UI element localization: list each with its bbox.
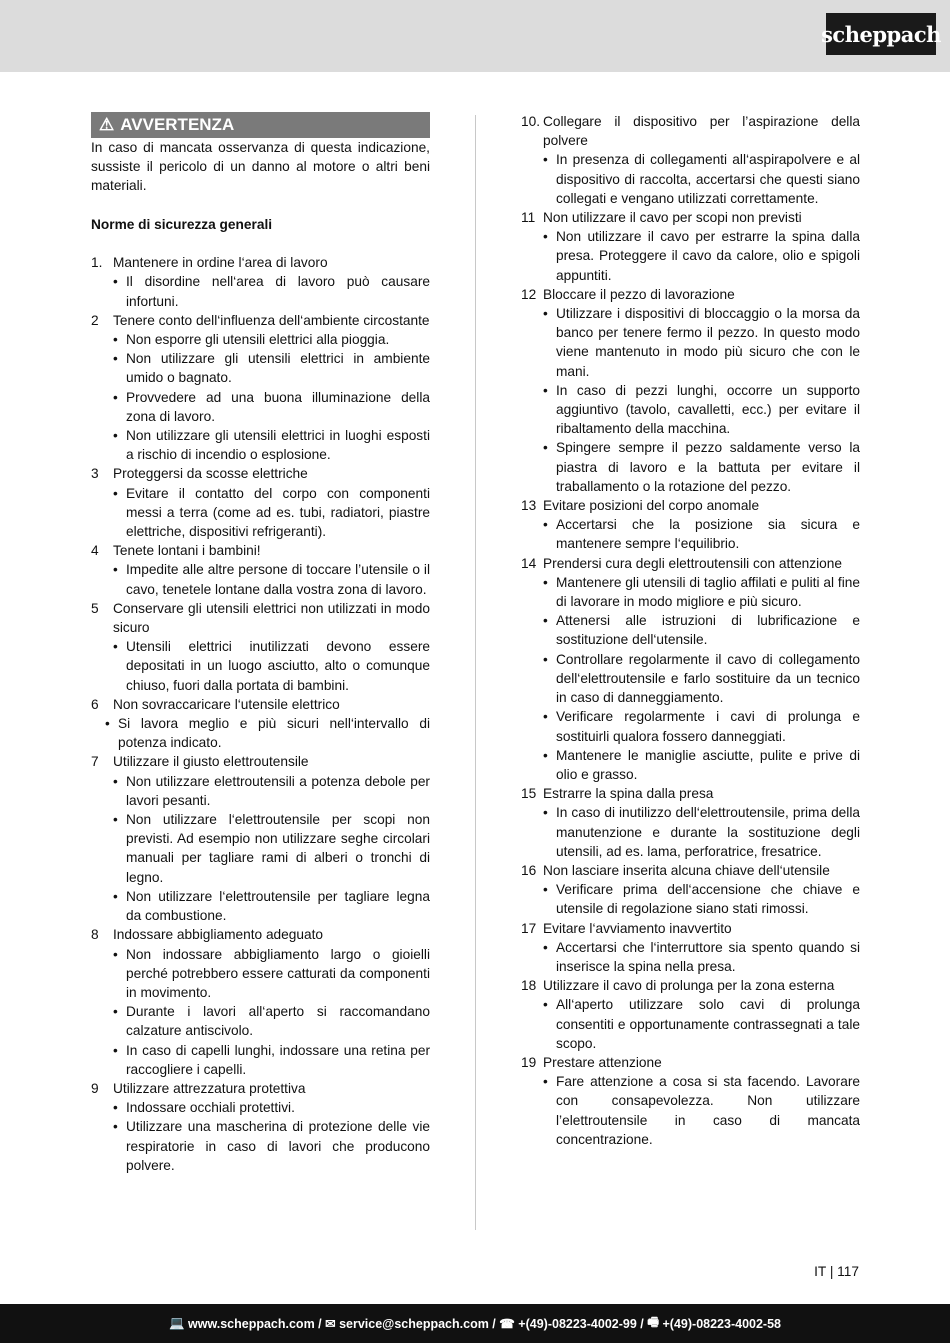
phone-icon: ☎ — [499, 1317, 519, 1331]
bullet-dot: • — [113, 773, 118, 789]
rule-number: 2 — [91, 312, 99, 328]
bullet-text: Durante i lavori all‘aperto si raccomandano calzature antiscivolo. — [126, 1004, 430, 1039]
rule-number: 10. — [521, 114, 541, 129]
rule-bullet — [91, 560, 430, 598]
bullet-dot: • — [543, 382, 548, 398]
right-column — [521, 112, 860, 1149]
rule-bullet — [521, 746, 860, 784]
rule-item — [521, 554, 860, 573]
rule-number: 4 — [91, 543, 99, 559]
rule-bullet — [91, 349, 430, 387]
bullet-dot: • — [543, 613, 548, 629]
scheppach-logo: scheppach — [826, 13, 936, 55]
bullet-text: Non utilizzare elettroutensili a potenza debole per lavori pesanti. — [126, 773, 430, 808]
rule-title: Proteggersi da scosse elettriche — [113, 466, 308, 482]
page-number-value: 117 — [837, 1264, 859, 1279]
bullet-text: Il disordine nell‘area di lavoro può causare infortuni. — [126, 274, 430, 309]
left-rules-list — [91, 253, 430, 1175]
bullet-dot: • — [113, 1042, 118, 1058]
rule-item — [91, 1079, 430, 1098]
bullet-text: Non utilizzare gli utensili elettrici in luoghi esposti a rischio di incendio o esplosione. — [126, 428, 430, 463]
bullet-dot: • — [113, 888, 118, 904]
rule-number: 5 — [91, 600, 99, 616]
bullet-text: Si lavora meglio e più sicuri nell‘intervallo di potenza indicato. — [118, 716, 430, 751]
rule-number: 12 — [521, 286, 537, 302]
right-rules-list — [521, 112, 860, 1149]
bullet-text: Spingere sempre il pezzo saldamente verso la piastra di lavoro e la battuta per evitare il traballamento o la rotazione del pezzo. — [556, 440, 860, 494]
rule-bullet — [91, 810, 430, 887]
rule-number: 11 — [521, 210, 536, 226]
rule-bullet — [521, 573, 860, 611]
bullet-text: Non esporre gli utensili elettrici alla pioggia. — [126, 332, 390, 347]
email-link[interactable]: service@scheppach.com — [339, 1316, 489, 1331]
rule-title: Evitare posizioni del corpo anomale — [543, 498, 760, 514]
rule-bullet — [521, 803, 860, 861]
rule-bullet — [521, 611, 860, 649]
rule-item — [91, 253, 430, 272]
rule-bullet — [91, 388, 430, 426]
rule-title: Tenere conto dell‘influenza dell‘ambiente circostante — [113, 312, 430, 328]
rule-bullet — [91, 887, 430, 925]
rule-title: Non utilizzare il cavo per scopi non previsti — [543, 210, 802, 226]
rule-number: 8 — [91, 927, 99, 943]
rule-item — [521, 112, 860, 150]
bullet-text: Utilizzare i dispositivi di bloccaggio o la morsa da banco per tenere fermo il pezzo. In questo modo viene mantenuto in modo più sicuro che con le mani. — [556, 306, 860, 379]
rule-item — [521, 285, 860, 304]
bullet-text: Evitare il contatto del corpo con componenti messi a terra (come ad es. tubi, radiatori, piastre elettriche, dispositivi refrigeranti). — [126, 485, 430, 540]
rule-bullet — [91, 330, 430, 349]
rule-title: Non sovraccaricare l‘utensile elettrico — [113, 696, 340, 712]
contact-bar: 💻 www.scheppach.com / ✉ service@scheppach.com / ☎ +(49)-08223-4002-99 / 🖷 +(49)-08223-4002-58 — [0, 1304, 950, 1343]
bullet-dot: • — [113, 1100, 118, 1116]
rule-bullet — [521, 880, 860, 918]
rule-item — [521, 1053, 860, 1072]
rule-title: Mantenere in ordine l‘area di lavoro — [113, 255, 328, 271]
bullet-dot: • — [543, 440, 548, 456]
rule-number: 15 — [521, 786, 537, 802]
bullet-dot: • — [543, 574, 548, 590]
rule-item — [91, 695, 430, 714]
rule-item — [91, 541, 430, 560]
rule-number: 6 — [91, 696, 99, 712]
rule-bullet — [91, 426, 430, 464]
rule-bullet — [521, 515, 860, 553]
warning-title: AVVERTENZA — [120, 115, 235, 134]
rule-bullet — [91, 272, 430, 310]
bullet-text: Provvedere ad una buona illuminazione della zona di lavoro. — [126, 389, 430, 424]
rule-title: Collegare il dispositivo per l’aspirazione della polvere — [543, 114, 860, 149]
rule-item — [521, 919, 860, 938]
rule-bullet — [521, 938, 860, 976]
rule-number: 14 — [521, 555, 537, 571]
bullet-text: Verificare prima dell‘accensione che chiave e utensile di regolazione siano stati rimossi. — [556, 882, 860, 917]
bullet-text: Accertarsi che l‘interruttore sia spento quando si inserisce la spina nella presa. — [556, 939, 860, 974]
bullet-dot: • — [113, 428, 118, 444]
bullet-dot: • — [113, 332, 118, 347]
rule-title: Tenete lontani i bambini! — [113, 543, 261, 559]
bullet-text: Mantenere le maniglie asciutte, pulite e prive di olio e grasso. — [556, 747, 860, 782]
rule-item — [91, 464, 430, 483]
bullet-dot: • — [113, 1119, 118, 1135]
rule-bullet — [91, 484, 430, 542]
warning-triangle-icon: ⚠ — [99, 115, 115, 134]
fax-number: +(49)-08223-4002-58 — [662, 1316, 781, 1331]
bullet-dot: • — [113, 351, 118, 367]
bullet-text: Mantenere gli utensili di taglio affilati e puliti al fine di lavorare in modo migliore e più sicuro. — [556, 574, 860, 610]
left-column — [91, 112, 430, 1175]
bullet-text: Verificare regolarmente i cavi di prolunga e sostituirli qualora fossero danneggiati. — [556, 709, 860, 744]
bullet-text: Controllare regolarmente il cavo di collegamento dell‘elettroutensile e farlo sostituire da un tecnico in caso di danneggiamento. — [556, 651, 860, 706]
bullet-text: In caso di capelli lunghi, indossare una retina per raccogliere i capelli. — [126, 1042, 430, 1077]
bullet-dot: • — [543, 152, 548, 168]
bullet-dot: • — [113, 1004, 118, 1020]
top-bar — [0, 0, 950, 72]
bullet-text: Non utilizzare l‘elettroutensile per tagliare legna da combustione. — [126, 888, 430, 924]
rule-bullet — [91, 714, 430, 752]
rule-item — [521, 976, 860, 995]
rule-bullet — [91, 1117, 430, 1175]
bullet-text: Utensili elettrici inutilizzati devono essere depositati in un luogo asciutto, alto o comunque chiuso, fuori dalla portata di bambini. — [126, 639, 430, 693]
rule-bullet — [521, 707, 860, 745]
rule-bullet — [521, 227, 860, 285]
rule-title: Prestare attenzione — [543, 1054, 662, 1070]
bullet-text: Non utilizzare il cavo per estrarre la spina dalla presa. Proteggere il cavo da calore, olio e spigoli appuntiti. — [556, 229, 860, 283]
column-divider — [475, 115, 476, 1230]
warning-text: In caso di mancata osservanza di questa indicazione, sussiste il pericolo di un danno al motore o altri beni materiali. — [91, 140, 430, 194]
rule-item — [91, 925, 430, 944]
bullet-text: Impedite alle altre persone di toccare l’utensile o il cavo, tenetele lontane dalla vostra zona di lavoro. — [126, 562, 430, 597]
bullet-text: Accertarsi che la posizione sia sicura e mantenere sempre l‘equilibrio. — [556, 517, 860, 552]
bullet-dot: • — [543, 709, 548, 725]
rule-bullet — [91, 637, 430, 695]
rule-bullet — [521, 995, 860, 1053]
rule-number: 13 — [521, 498, 537, 514]
bullet-dot: • — [543, 651, 548, 667]
rule-number: 16 — [521, 862, 537, 878]
phone-number: +(49)-08223-4002-99 — [518, 1316, 637, 1331]
rule-bullet — [521, 150, 860, 208]
computer-icon: 💻 — [168, 1316, 189, 1330]
rule-bullet — [521, 650, 860, 708]
bullet-dot: • — [113, 946, 118, 962]
bullet-dot: • — [543, 747, 548, 763]
rule-item — [521, 861, 860, 880]
rule-item — [521, 208, 860, 227]
rule-title: Bloccare il pezzo di lavorazione — [543, 286, 735, 302]
rule-number: 18 — [521, 978, 537, 994]
rule-item — [521, 496, 860, 515]
bullet-text: Non utilizzare l‘elettroutensile per scopi non previsti. Ad esempio non utilizzare seghe circolari manuali per tagliare rami di alberi o tronchi di legno. — [126, 812, 430, 885]
bullet-dot: • — [113, 812, 118, 828]
rule-title: Prendersi cura degli elettroutensili con attenzione — [543, 555, 843, 571]
rule-title: Conservare gli utensili elettrici non utilizzati in modo sicuro — [113, 600, 430, 636]
bullet-dot: • — [113, 274, 118, 290]
rule-title: Utilizzare il giusto elettroutensile — [113, 754, 309, 770]
rule-number: 17 — [521, 920, 537, 936]
bullet-dot: • — [543, 997, 548, 1013]
rule-bullet — [91, 772, 430, 810]
rule-title: Estrarre la spina dalla presa — [543, 786, 714, 802]
rule-item — [91, 752, 430, 771]
rule-title: Utilizzare il cavo di prolunga per la zona esterna — [543, 978, 835, 994]
bullet-dot: • — [543, 517, 548, 533]
page-separator: | — [829, 1264, 838, 1279]
website-link[interactable]: www.scheppach.com — [188, 1316, 315, 1331]
rule-title: Indossare abbigliamento adeguato — [113, 927, 324, 943]
rule-item — [91, 311, 430, 330]
rule-number: 7 — [91, 754, 99, 770]
bullet-text: Non indossare abbigliamento largo o gioielli perché potrebbero essere catturati da componenti in movimento. — [126, 946, 430, 1000]
section-heading: Norme di sicurezza generali — [91, 216, 273, 232]
rule-number: 3 — [91, 466, 99, 482]
bullet-dot: • — [543, 306, 548, 322]
bullet-dot: • — [105, 716, 110, 732]
language-code: IT — [814, 1264, 826, 1279]
bullet-dot: • — [113, 389, 118, 405]
bullet-dot: • — [113, 485, 118, 501]
rule-bullet — [91, 945, 430, 1003]
bullet-dot: • — [543, 229, 548, 245]
bullet-dot: • — [543, 805, 548, 821]
bullet-text: All‘aperto utilizzare solo cavi di prolunga consentiti e opportunamente contrassegnati a tale scopo. — [556, 997, 860, 1051]
rule-bullet — [521, 381, 860, 439]
rule-title: Non lasciare inserita alcuna chiave dell‘utensile — [543, 862, 830, 878]
rule-bullet — [521, 438, 860, 496]
warning-header — [91, 112, 430, 138]
bullet-dot: • — [543, 882, 548, 898]
bullet-text: Fare attenzione a cosa si sta facendo. Lavorare con consapevolezza. Non utilizzare l’elettroutensile in caso di mancata concentrazione. — [556, 1074, 860, 1147]
bullet-dot: • — [113, 639, 118, 655]
bullet-dot: • — [113, 562, 118, 578]
fax-icon: 🖷 — [647, 1315, 663, 1329]
bullet-text: Attenersi alle istruzioni di lubrificazione e sostituzione dell‘utensile. — [556, 613, 860, 648]
rule-number: 1. — [91, 255, 103, 271]
rule-number: 19 — [521, 1054, 537, 1070]
rule-title: Utilizzare attrezzatura protettiva — [113, 1080, 306, 1096]
rule-item — [521, 784, 860, 803]
rule-bullet — [521, 304, 860, 381]
bullet-text: Indossare occhiali protettivi. — [126, 1100, 295, 1116]
bullet-dot: • — [543, 1074, 548, 1090]
mail-icon: ✉ — [325, 1317, 340, 1331]
rule-bullet — [91, 1002, 430, 1040]
rule-bullet — [521, 1072, 860, 1149]
bullet-dot: • — [543, 939, 548, 955]
rule-bullet — [91, 1041, 430, 1079]
page-number — [814, 1264, 859, 1279]
rule-bullet — [91, 1098, 430, 1117]
bullet-text: Utilizzare una mascherina di protezione delle vie respiratorie in caso di lavori che producono polvere. — [126, 1119, 430, 1173]
rule-title: Evitare l‘avviamento inavvertito — [543, 920, 732, 936]
bullet-text: Non utilizzare gli utensili elettrici in ambiente umido o bagnato. — [126, 351, 430, 386]
rule-item — [91, 599, 430, 637]
bullet-text: In caso di pezzi lunghi, occorre un supporto aggiuntivo (tavolo, cavalletti, ecc.) per evitare il ribaltamento della macchina. — [556, 382, 860, 437]
bullet-text: In presenza di collegamenti all‘aspirapolvere e al dispositivo di raccolta, accertarsi che questi siano collegati e vengano utilizzati correttamente. — [556, 152, 860, 206]
bullet-text: In caso di inutilizzo dell‘elettroutensile, prima della manutenzione e durante la sostituzione degli utensili, ad es. lama, perforatrice, fresatrice. — [556, 805, 860, 859]
rule-number: 9 — [91, 1080, 99, 1096]
